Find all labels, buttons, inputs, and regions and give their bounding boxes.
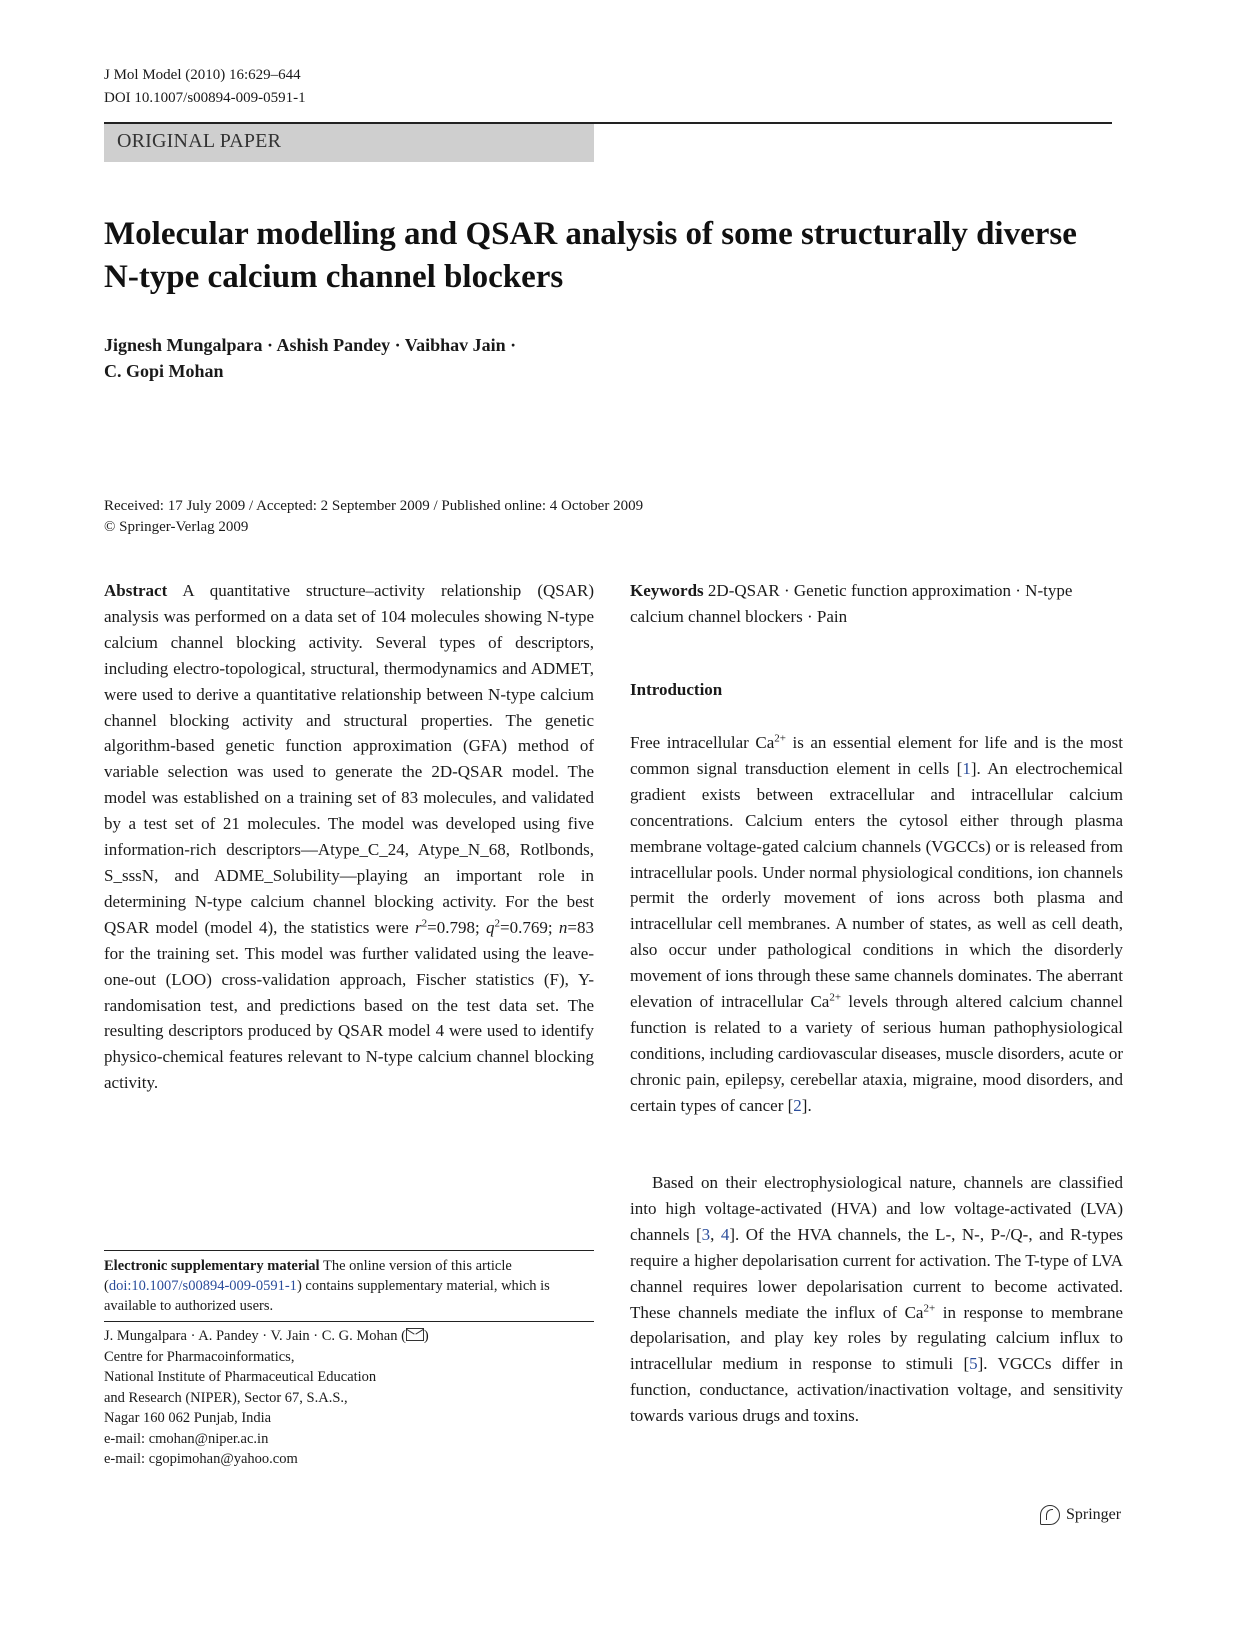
keywords-text: 2D-QSAR · Genetic function approximation · N-type calcium channel blockers · Pain bbox=[630, 581, 1073, 626]
stat-r: r bbox=[415, 917, 422, 937]
citation-link-4[interactable]: 4 bbox=[720, 1224, 730, 1244]
intro-paragraph-2 bbox=[630, 1170, 1123, 1429]
intro-paragraph-1 bbox=[630, 730, 1123, 1119]
intro-p1-text-e: ]. bbox=[801, 1095, 812, 1115]
stat-q-sup: 2 bbox=[494, 917, 501, 930]
journal-citation bbox=[104, 64, 306, 110]
publisher-name: Springer bbox=[1066, 1506, 1122, 1523]
dates-line: Received: 17 July 2009 / Accepted: 2 September 2009 / Published online: 4 October 2009 bbox=[104, 498, 644, 514]
authors-line-2: C. Gopi Mohan bbox=[104, 361, 224, 381]
ca-superscript: 2+ bbox=[923, 1301, 936, 1314]
stat-q: q bbox=[486, 917, 495, 937]
author-list bbox=[104, 332, 604, 384]
intro-p2-text-b: ]. Of the HVA channels, the L-, N-, P-/Q-, and R-types require a higher depolarisation current for activation. The T-type of LVA channel requires lower depolarisation current to become activated. These channels mediate the influx of Ca bbox=[630, 1224, 1123, 1322]
doi-line: DOI 10.1007/s00894-009-0591-1 bbox=[104, 90, 306, 106]
affiliation-names-end: ) bbox=[423, 1328, 429, 1344]
affiliation-names: J. Mungalpara · A. Pandey · V. Jain · C. G. Mohan ( bbox=[104, 1328, 406, 1344]
email-line[interactable]: e-mail: cmohan@niper.ac.in bbox=[104, 1430, 269, 1447]
abstract-text-1: A quantitative structure–activity relationship (QSAR) analysis was performed on a data set of 104 molecules showing N-type calcium channel blocking activity. Several types of descriptors, including electro-topological, structural, thermodynamics and ADMET, were used to derive a quantitative relationship between N-type calcium channel blocking activity and structural properties. The genetic algorithm-based genetic function approximation (GFA) method of variable selection was used to generate the 2D-QSAR model. The model was established on a training set of 83 molecules, and validated by a test set of 21 molecules. The model was developed using five information-rich descriptors—Atype_C_24, Atype_N_68, Rotlbonds, S_sssN, and ADME_Solubility—playing an important role in determining N-type calcium channel blocking activity. For the best QSAR model (model 4), the statistics were bbox=[104, 581, 594, 937]
authors-line-1: Jignesh Mungalpara · Ashish Pandey · Vaibhav Jain · bbox=[104, 335, 517, 355]
affiliation-names-line bbox=[104, 1326, 594, 1347]
keywords bbox=[630, 578, 1123, 630]
supplementary-label: Electronic supplementary material bbox=[104, 1258, 320, 1274]
citation-separator: , bbox=[710, 1224, 721, 1244]
abstract bbox=[104, 578, 594, 1096]
intro-p2-text-d: ]. VGCCs differ in function, conductance, activation/inactivation voltage, and sensitivity towards various drugs and toxins. bbox=[630, 1354, 1123, 1426]
copyright-line: © Springer-Verlag 2009 bbox=[104, 519, 249, 535]
publisher-footer bbox=[1040, 1505, 1121, 1525]
supplementary-note bbox=[104, 1256, 594, 1316]
stat-n-value: =83 bbox=[567, 917, 595, 937]
abstract-text-2: for the training set. This model was further validated using the leave-one-out (LOO) cross-validation approach, Fischer statistics (F), Y-randomisation test, and predictions based on the test data set. The resulting descriptors produced by QSAR model 4 were used to identify physico-chemical features relevant to N-type calcium channel blocking activity. bbox=[104, 943, 594, 1093]
springer-logo-icon bbox=[1040, 1505, 1060, 1525]
stat-r-sup: 2 bbox=[421, 917, 428, 930]
supplementary-rule bbox=[104, 1250, 594, 1251]
introduction-heading: Introduction bbox=[630, 680, 723, 699]
envelope-icon[interactable] bbox=[406, 1328, 424, 1341]
abstract-label: Abstract bbox=[104, 581, 168, 600]
intro-p2-text-a: Based on their electrophysiological nature, channels are classified into high voltage-activated (HVA) and low voltage-activated (LVA) channels [ bbox=[630, 1173, 1123, 1244]
citation-link-5[interactable]: 5 bbox=[969, 1354, 978, 1374]
keywords-label: Keywords bbox=[630, 581, 704, 600]
intro-p1-text-d: levels through altered calcium channel function is related to a variety of serious human pathophysiological conditions, including cardiovascular diseases, muscle disorders, acute or chronic pain, epilepsy, cerebellar ataxia, migraine, mood disorders, and certain types of cancer [ bbox=[630, 992, 1123, 1115]
citation-link-2[interactable]: 2 bbox=[793, 1095, 802, 1115]
intro-p1-text-a: Free intracellular Ca bbox=[630, 733, 775, 752]
ca-superscript: 2+ bbox=[774, 732, 786, 745]
section-badge-label: ORIGINAL PAPER bbox=[117, 130, 282, 152]
article-title: Molecular modelling and QSAR analysis of some structurally diverse N-type calcium channel blockers bbox=[104, 216, 1077, 295]
affiliation-line: Nagar 160 062 Punjab, India bbox=[104, 1410, 272, 1426]
affiliation-rule bbox=[104, 1321, 594, 1322]
publication-dates bbox=[104, 496, 904, 538]
supplementary-text-b: ) contains supplementary material, which is available to authorized users. bbox=[104, 1278, 550, 1314]
stat-r-value: =0.798; bbox=[427, 917, 487, 937]
affiliation-line: Centre for Pharmacoinformatics, bbox=[104, 1348, 295, 1365]
citation-link-1[interactable]: 1 bbox=[962, 758, 971, 778]
ca-superscript: 2+ bbox=[829, 991, 842, 1004]
journal-line: J Mol Model (2010) 16:629–644 bbox=[104, 67, 301, 83]
stat-n: n bbox=[558, 917, 568, 937]
intro-p1-text-c: ]. An electrochemical gradient exists between extracellular and intracellular calcium concentrations. Calcium enters the cytosol either through plasma membrane voltage-gated calcium channels (VGCCs) or is released from intracellular pools. Under normal physiological conditions, ion channels permit the orderly movement of ions across both plasma and intracellular cell membranes. A number of states, as well as cell death, also occur under pathological conditions in which the disorderly movement of ions through these same channels dominates. The aberrant elevation of intracellular Ca bbox=[630, 758, 1123, 1012]
affiliation-line: and Research (NIPER), Sector 67, S.A.S., bbox=[104, 1389, 348, 1406]
section-badge bbox=[104, 124, 594, 162]
intro-p1-text-b: is an essential element for life and is the most common signal transduction element in cells [ bbox=[630, 733, 1123, 778]
supplementary-text-a: The online version of this article ( bbox=[104, 1258, 512, 1294]
intro-p2-text-c: in response to membrane depolarisation, and play key roles by regulating calcium influx to intracellular medium in response to stimuli [ bbox=[630, 1302, 1123, 1374]
stat-q-value: =0.769; bbox=[500, 917, 559, 937]
supplementary-doi-link[interactable]: doi:10.1007/s00894-009-0591-1 bbox=[108, 1278, 297, 1294]
affiliation-line: National Institute of Pharmaceutical Education bbox=[104, 1369, 377, 1385]
affiliation-block bbox=[104, 1326, 594, 1470]
citation-link-3[interactable]: 3 bbox=[701, 1224, 711, 1244]
email-line[interactable]: e-mail: cgopimohan@yahoo.com bbox=[104, 1451, 298, 1467]
